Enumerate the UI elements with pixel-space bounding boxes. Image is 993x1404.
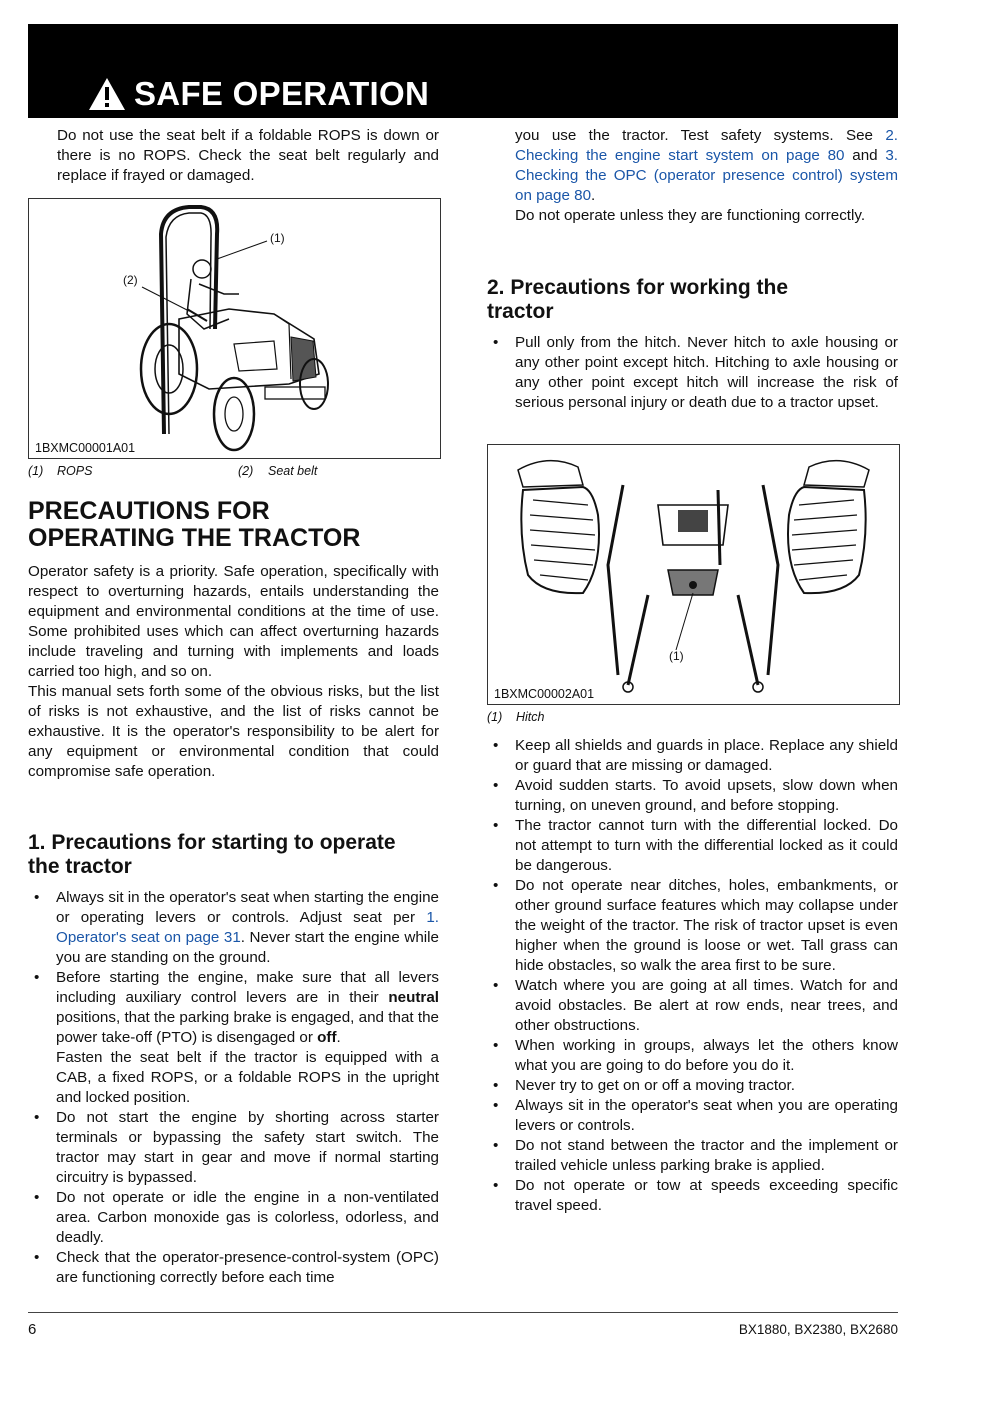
- caption-num: (1): [487, 710, 503, 724]
- working-precautions-list: [487, 736, 898, 1216]
- subsection-title-line: 2. Precautions for working the: [487, 276, 789, 299]
- continued-text: you use the tractor. Test safety systems. See 2. Checking the engine start system on page 80 and 3. Checking the OPC (operator presence control) system on page 80. Do not operate unless they are functioning correctly.: [515, 127, 899, 224]
- page-title: [88, 74, 429, 114]
- list-item: • Do not operate near ditches, holes, embankments, or other ground surface features which may collapse under the weight of the tractor. The risk of tractor upset is even higher when the ground is loose or wet. Tall grass can hide obstacles, so walk the area first to be sure.: [487, 876, 898, 976]
- list-item: • Before starting the engine, make sure that all levers including auxiliary control levers are in their neutral positions, that the parking brake is engaged, and that the power take-off (PTO) is disengaged or off. Fasten the seat belt if the tractor is equipped with a CAB, a fixed ROPS, or a foldable ROPS in the upright and locked position.: [28, 968, 439, 1108]
- subsection-title-line: tractor: [487, 300, 554, 323]
- callout-2: (2): [123, 273, 138, 287]
- list-item: • When working in groups, always let the others know what you are going to do before you do it.: [487, 1036, 898, 1076]
- hitch-list: [487, 333, 898, 413]
- intro-paragraphs: [28, 562, 439, 782]
- section-title-line: PRECAUTIONS FOR: [28, 497, 270, 525]
- paragraph: Operator safety is a priority. Safe operation, specifically with respect to overturning hazards, entails understanding the equipment and environmental conditions at the time of use. Some prohibited uses which can affect overturning hazards include traveling and turning with implements and loads carried too high, and so on.: [28, 563, 439, 680]
- section-heading: [28, 498, 439, 552]
- list-item: • Do not operate or tow at speeds exceeding specific travel speed.: [487, 1176, 898, 1216]
- subsection-heading: [28, 831, 448, 879]
- header-title-text: SAFE OPERATION: [134, 75, 430, 112]
- paragraph: This manual sets forth some of the obvious risks, but the list of risks is not exhaustive, and the list of risks cannot be exhaustive. It is the operator's responsibility to be alert for any equipment or environmental condition that could compromise safe operation.: [28, 683, 439, 780]
- cross-reference-link[interactable]: 2. Checking the engine start system on page 80: [515, 127, 898, 164]
- list-item: • Avoid sudden starts. To avoid upsets, slow down when turning, on uneven ground, and before stopping.: [487, 776, 898, 816]
- list-item: • Watch where you are going at all times. Watch for and avoid obstacles. Be alert at row ends, near trees, and other obstructions.: [487, 976, 898, 1036]
- caption-num: (2): [238, 464, 254, 478]
- figure-code: 1BXMC00002A01: [494, 687, 595, 701]
- list-item: • Never try to get on or off a moving tractor.: [487, 1076, 898, 1096]
- tractor-rops-illustration: [29, 199, 440, 458]
- list-item: • Do not operate or idle the engine in a non-ventilated area. Carbon monoxide gas is colorless, odorless, and deadly.: [28, 1188, 439, 1248]
- model-list: BX1880, BX2380, BX2680: [738, 1322, 898, 1337]
- caption-text: ROPS: [57, 464, 93, 478]
- list-item: • Check that the operator-presence-control-system (OPC) are functioning correctly before each time: [28, 1248, 439, 1288]
- list-item: • Pull only from the hitch. Never hitch to axle housing or any other point except hitch. Hitching to axle housing or any other point except hitch will increase the risk of serious personal injury or death due to a tractor upset.: [487, 333, 898, 413]
- list-item: • Always sit in the operator's seat when starting the engine or operating levers or controls. Adjust seat per 1. Operator's seat on page 31. Never start the engine while you are standing on the ground.: [28, 888, 439, 968]
- figure-code: 1BXMC00001A01: [35, 441, 136, 455]
- page-number: 6: [28, 1321, 37, 1338]
- hitch-illustration: [488, 445, 899, 704]
- footer-divider: [28, 1312, 898, 1313]
- starting-precautions-list: [28, 888, 439, 1288]
- callout-1: (1): [270, 231, 285, 245]
- warning-triangle-icon: [88, 77, 126, 111]
- hitch-figure: [487, 444, 900, 705]
- caption-num: (1): [28, 464, 44, 478]
- caption-text: Seat belt: [268, 464, 318, 478]
- list-item: • The tractor cannot turn with the differential locked. Do not attempt to turn with the differential locked as it could be dangerous.: [487, 816, 898, 876]
- list-item: • Keep all shields and guards in place. Replace any shield or guard that are missing or damaged.: [487, 736, 898, 776]
- intro-text: Do not use the seat belt if a foldable ROPS is down or there is no ROPS. Check the seat belt regularly and replace if frayed or damaged.: [57, 127, 439, 184]
- cross-reference-link[interactable]: 1. Operator's seat on page 31: [56, 909, 439, 946]
- subsection-title-line: 1. Precautions for starting to operate: [28, 831, 396, 854]
- callout-1: (1): [669, 649, 684, 663]
- cross-reference-link[interactable]: 3. Checking the OPC (operator presence control) system on page 80: [515, 147, 899, 204]
- section-title-line: OPERATING THE TRACTOR: [28, 524, 361, 552]
- rops-figure: [28, 198, 441, 459]
- paragraph: Do not operate unless they are functioning correctly.: [515, 207, 866, 224]
- list-item: • Do not stand between the tractor and the implement or trailed vehicle unless parking brake is applied.: [487, 1136, 898, 1176]
- list-item: • Always sit in the operator's seat when you are operating levers or controls.: [487, 1096, 898, 1136]
- subsection-title-line: the tractor: [28, 855, 132, 878]
- caption-text: Hitch: [516, 710, 545, 724]
- list-item: • Do not start the engine by shorting across starter terminals or bypassing the safety start switch. The tractor may start in gear and move if normal starting circuitry is bypassed.: [28, 1108, 439, 1188]
- subsection-heading: [487, 276, 898, 324]
